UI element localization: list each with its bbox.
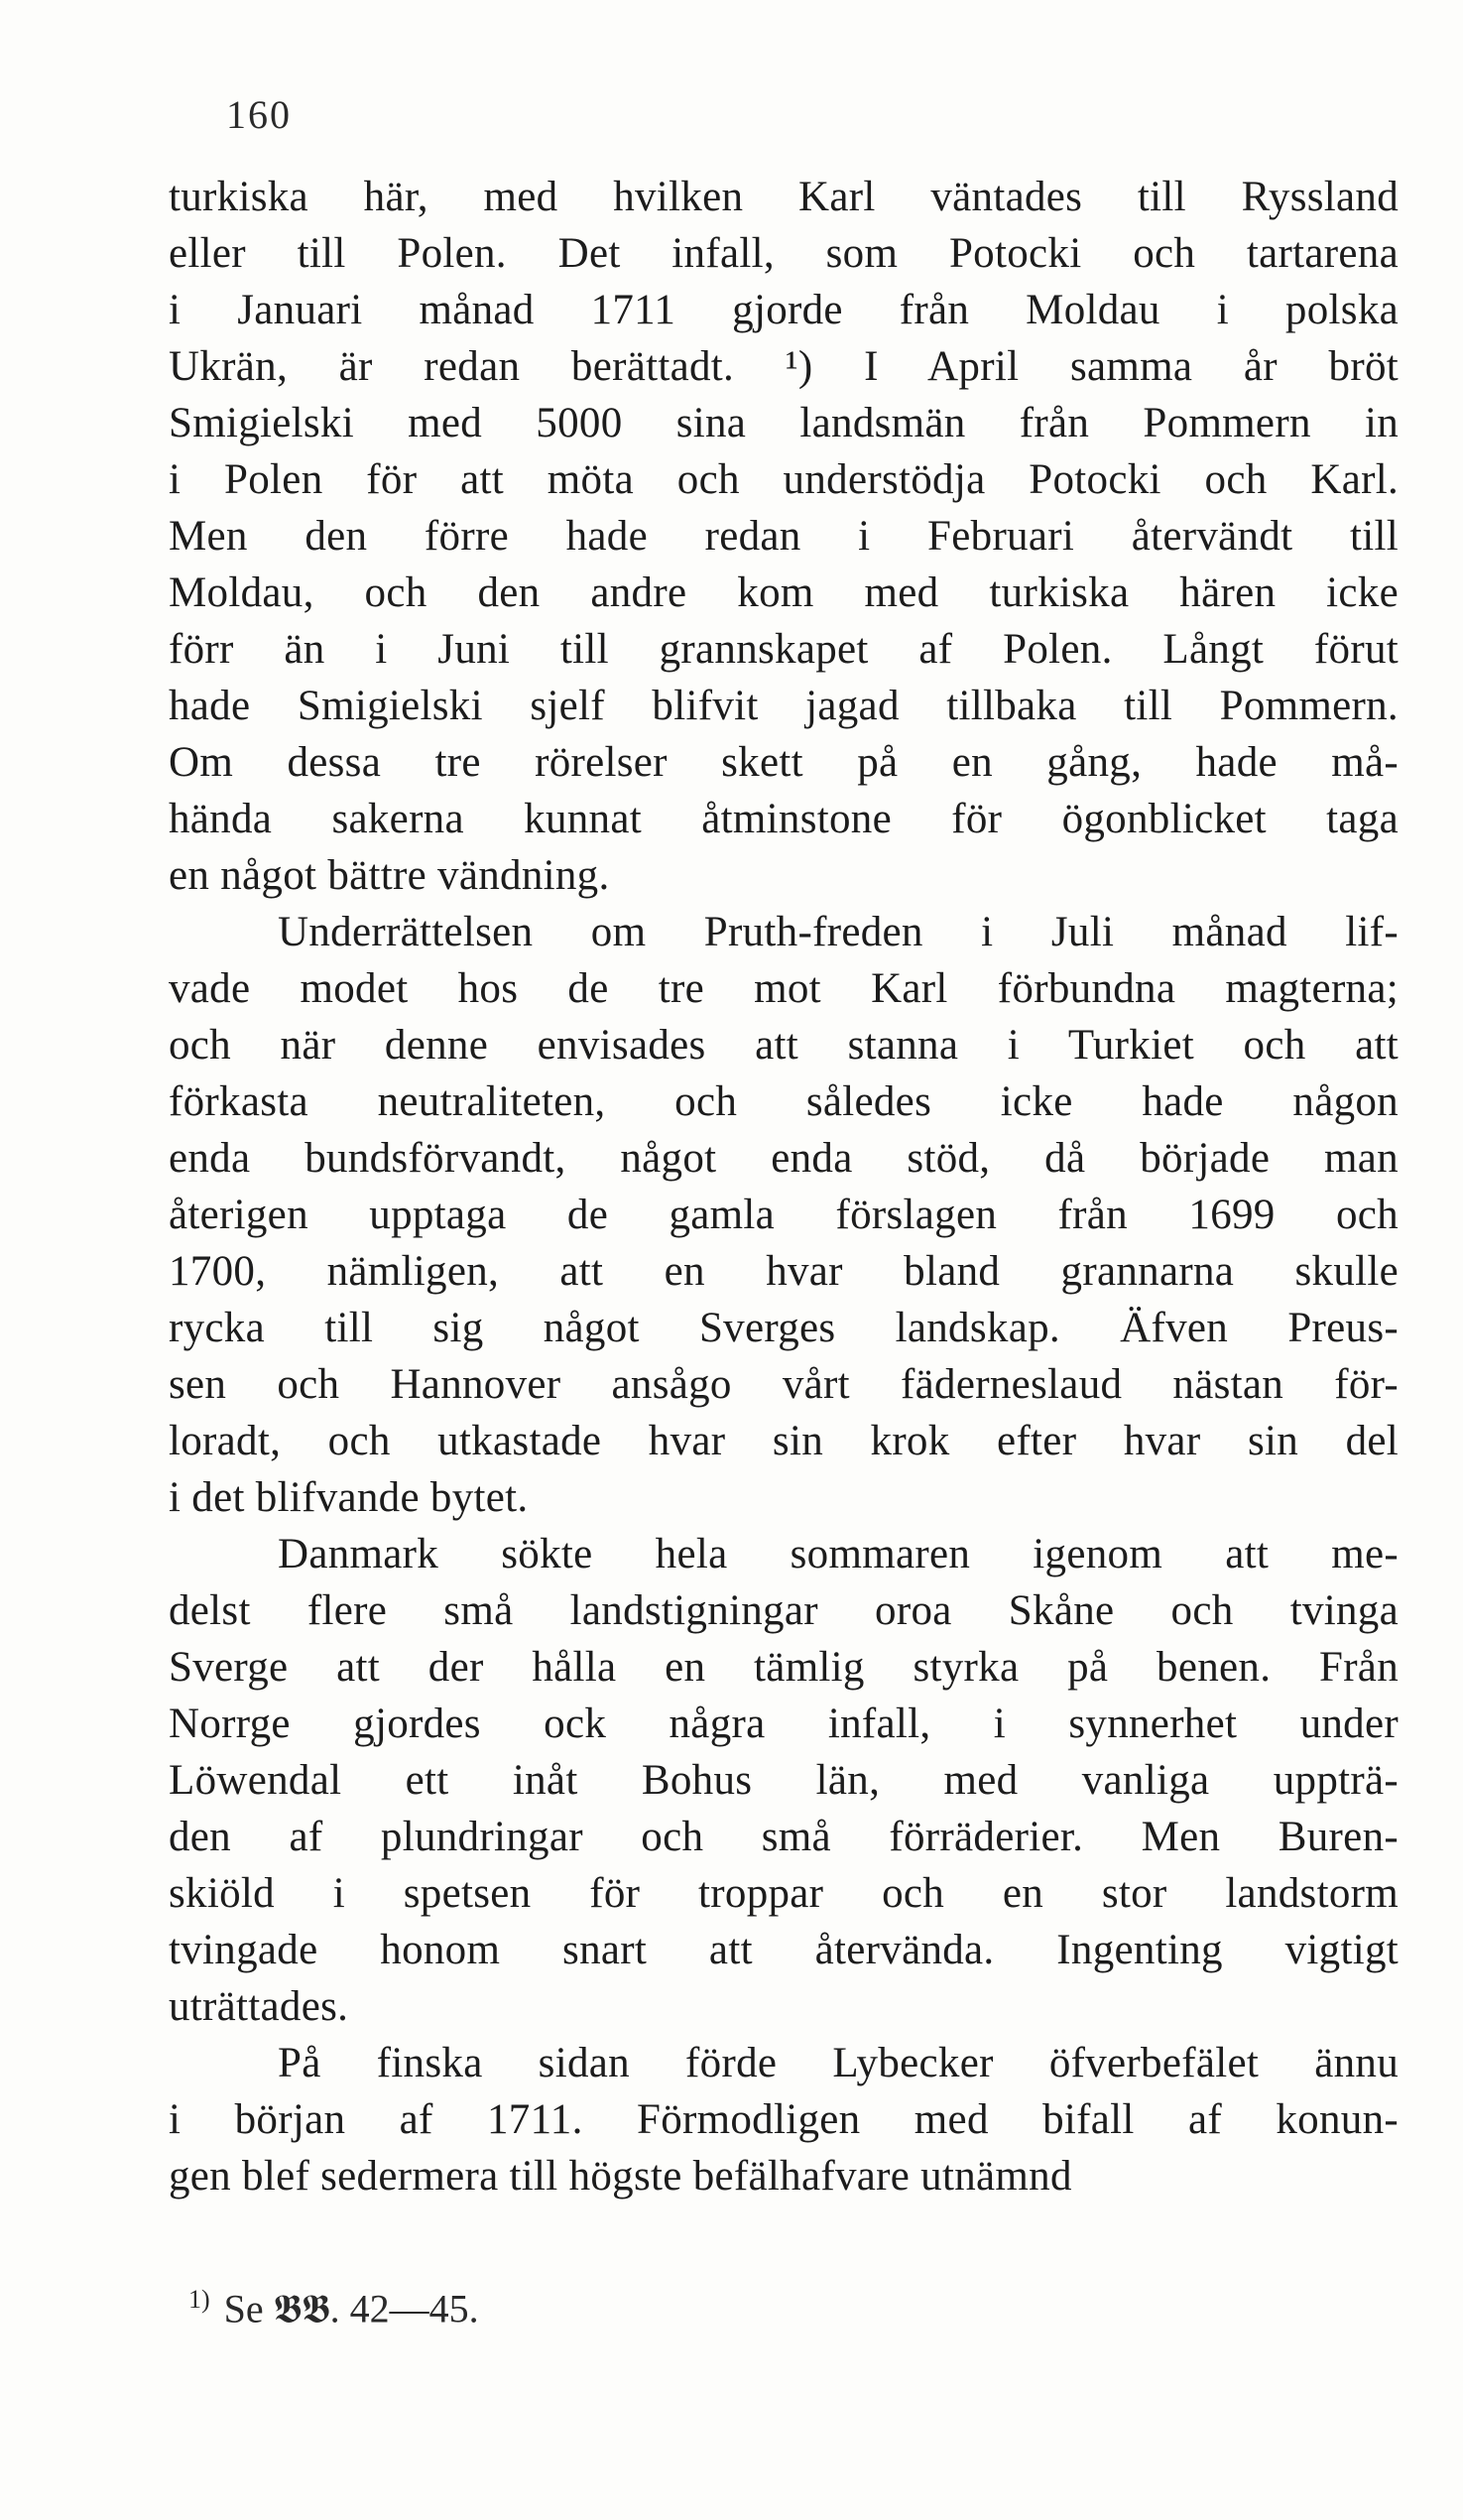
text-line: i Polen för att möta och understödja Potocki och Karl. <box>169 456 1399 503</box>
text-line: Moldau, och den andre kom med turkiska hären icke <box>169 569 1399 616</box>
paragraph <box>169 169 1399 904</box>
text-line: och när denne envisades att stanna i Turkiet och att <box>169 1022 1399 1069</box>
text-line: uträttades. <box>169 1983 349 2030</box>
paragraph <box>169 904 1399 1526</box>
page-number: 160 <box>226 92 292 137</box>
text-line: Men den förre hade redan i Februari återvändt till <box>169 513 1399 560</box>
text-line: På finska sidan förde Lybecker öfverbefälet ännu <box>278 2040 1399 2086</box>
text-line: förr än i Juni till grannskapet af Polen. Långt förut <box>169 626 1399 673</box>
footnote <box>169 2272 1418 2336</box>
body-text <box>169 169 1399 2205</box>
text-line: skiöld i spetsen för troppar och en stor landstorm <box>169 1870 1399 1917</box>
text-line: Ukrän, är redan berättadt. ¹) I April samma år bröt <box>169 343 1399 390</box>
text-line: loradt, och utkastade hvar sin krok efter hvar sin del <box>169 1418 1399 1464</box>
text-line: rycka till sig något Sverges landskap. Äfven Preus- <box>169 1305 1399 1351</box>
paragraph <box>169 2035 1399 2205</box>
text-line: delst flere små landstigningar oroa Skåne och tvinga <box>169 1587 1399 1634</box>
text-line: i början af 1711. Förmodligen med bifall af konun- <box>169 2096 1399 2143</box>
text-line: eller till Polen. Det infall, som Potocki och tartarena <box>169 230 1399 277</box>
text-line: Underrättelsen om Pruth-freden i Juli månad lif- <box>278 909 1399 955</box>
text-line: en något bättre vändning. <box>169 852 610 899</box>
text-line: Löwendal ett inåt Bohus län, med vanliga uppträ- <box>169 1757 1399 1804</box>
text-line: Om dessa tre rörelser skett på en gång, hade må- <box>169 739 1399 786</box>
footnote-text: Se 𝕭𝕭. 42—45. <box>223 2286 479 2331</box>
text-line: 1700, nämligen, att en hvar bland grannarna skulle <box>169 1248 1399 1295</box>
text-line: Danmark sökte hela sommaren igenom att me- <box>278 1531 1399 1577</box>
text-line: hända sakerna kunnat åtminstone för ögonblicket taga <box>169 796 1399 842</box>
text-line: förkasta neutraliteten, och således icke hade någon <box>169 1078 1399 1125</box>
text-line: vade modet hos de tre mot Karl förbundna magterna; <box>169 965 1399 1012</box>
text-line: enda bundsförvandt, något enda stöd, då började man <box>169 1135 1399 1182</box>
footnote-mark: 1) <box>188 2285 210 2314</box>
text-line: turkiska här, med hvilken Karl väntades till Ryssland <box>169 174 1399 220</box>
text-line: tvingade honom snart att återvända. Ingenting vigtigt <box>169 1927 1399 1973</box>
text-line: sen och Hannover ansågo vårt fäderneslaud nästan för- <box>169 1361 1399 1408</box>
text-line: i Januari månad 1711 gjorde från Moldau i polska <box>169 287 1399 333</box>
paragraph <box>169 1526 1399 2035</box>
text-line: Smigielski med 5000 sina landsmän från Pommern in <box>169 400 1399 446</box>
text-line: återigen upptaga de gamla förslagen från 1699 och <box>169 1192 1399 1238</box>
text-line: hade Smigielski sjelf blifvit jagad tillbaka till Pommern. <box>169 683 1399 729</box>
text-line: den af plundringar och små förräderier. Men Buren- <box>169 1814 1399 1860</box>
text-line: Sverge att der hålla en tämlig styrka på benen. Från <box>169 1644 1399 1691</box>
text-line: Norrge gjordes ock några infall, i synnerhet under <box>169 1701 1399 1747</box>
text-line: gen blef sedermera till högste befälhafvare utnämnd <box>169 2153 1072 2200</box>
text-line: i det blifvande bytet. <box>169 1474 529 1521</box>
